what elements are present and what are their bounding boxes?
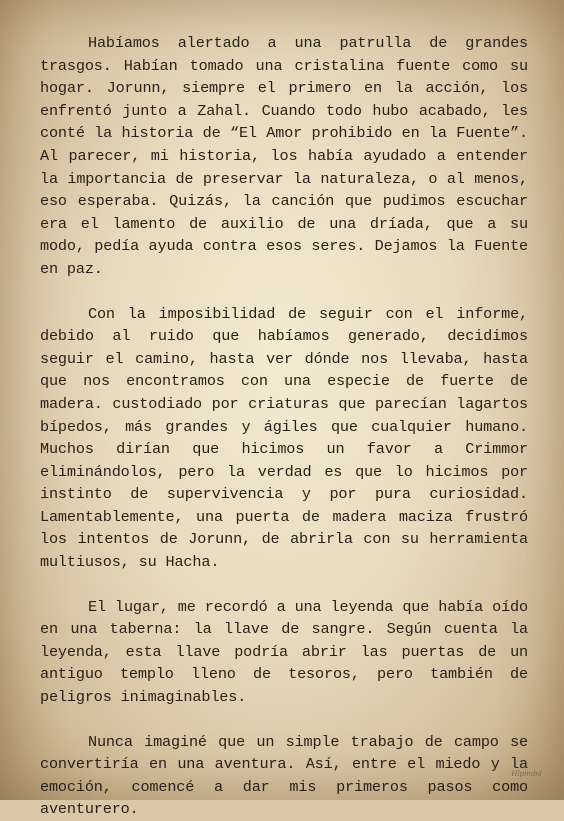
artist-signature: Hlpimbd <box>511 770 542 778</box>
paragraph-4: Nunca imaginé que un simple trabajo de campo se convertiría en una aventura. Así, entre el miedo y la emoción, comencé a dar mis primeros pasos como aventurero. <box>40 732 528 819</box>
paragraph-2: Con la imposibilidad de seguir con el informe, debido al ruido que habíamos generado, decidimos seguir el camino, hasta ver dónde nos llevaba, hasta que nos encontramos con una especie de fuerte de madera. custodiado por criaturas que parecían lagartos bípedos, más grandes y ágiles que cualquier humano. Muchos dirían que hicimos un favor a Crimmor eliminándolos, pero la verdad es que lo hicimos por instinto de supervivencia y por pura curiosidad. Lamentablemente, una puerta de madera maciza frustró los intentos de Jorunn, de abrirla con su herramienta multiusos, su Hacha. <box>40 304 528 572</box>
paragraph-1: Habíamos alertado a una patrulla de grandes trasgos. Habían tomado una cristalina fuente como su hogar. Jorunn, siempre el primero en la acción, los enfrentó junto a Zahal. Cuando todo hubo acabado, les conté la historia de “El Amor prohibido en la Fuente”. Al parecer, mi historia, los había ayudado a entender la importancia de preservar la naturaleza, o al menos, eso esperaba. Quizás, la canción que pudimos escuchar era el lamento de auxilio de una dríada, que a su modo, pedía ayuda contra esos seres. Dejamos la Fuente en paz. <box>40 34 528 278</box>
paragraph-3: El lugar, me recordó a una leyenda que había oído en una taberna: la llave de sangre. Según cuenta la leyenda, esta llave podría abrir las puertas de un antiguo templo lleno de tesoros, pero también de peligros inimaginables. <box>40 597 528 707</box>
